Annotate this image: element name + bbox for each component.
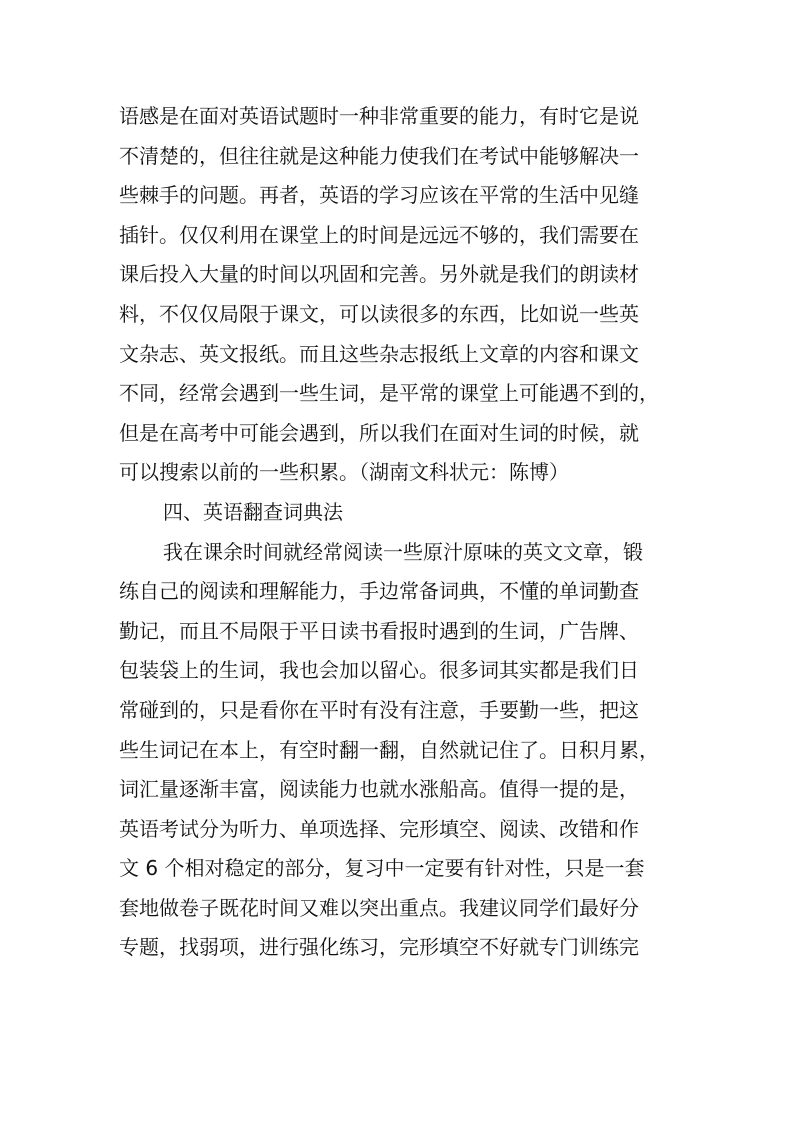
section-heading: 四、英语翻查词典法 bbox=[163, 499, 343, 524]
text-line: 不同，经常会遇到一些生词，是平常的课堂上可能遇不到的， bbox=[119, 381, 659, 406]
text-line: 语感是在面对英语试题时一种非常重要的能力，有时它是说 bbox=[119, 104, 639, 128]
text-line: 些生词记在本上，有空时翻一翻，自然就记住了。日积月累， bbox=[119, 737, 659, 762]
text-line: 文杂志、英文报纸。而且这些杂志报纸上文章的内容和课文 bbox=[119, 341, 639, 366]
text-line: 词汇量逐渐丰富，阅读能力也就水涨船高。值得一提的是， bbox=[119, 777, 639, 802]
text-line: 英语考试分为听力、单项选择、完形填空、阅读、改错和作 bbox=[119, 816, 639, 841]
text-line: 常碰到的，只是看你在平时有没有注意，手要勤一些，把这 bbox=[119, 697, 639, 722]
text-line: 文 6 个相对稳定的部分，复习中一定要有针对性，只是一套 bbox=[119, 856, 645, 881]
body-text bbox=[119, 97, 679, 968]
text-line: 勤记，而且不局限于平日读书看报时遇到的生词，广告牌、 bbox=[119, 618, 639, 643]
text-line: 包装袋上的生词，我也会加以留心。很多词其实都是我们日 bbox=[119, 658, 639, 683]
text-line: 料，不仅仅局限于课文，可以读很多的东西，比如说一些英 bbox=[119, 301, 639, 326]
paragraph-first-line: 我在课余时间就经常阅读一些原汁原味的英文文章，锻 bbox=[163, 539, 643, 564]
text-line: 课后投入大量的时间以巩固和完善。另外就是我们的朗读材 bbox=[119, 262, 639, 287]
text-line: 套地做卷子既花时间又难以突出重点。我建议同学们最好分 bbox=[119, 895, 639, 920]
text-line: 练自己的阅读和理解能力，手边常备词典，不懂的单词勤查 bbox=[119, 579, 639, 604]
text-line: 专题，找弱项，进行强化练习，完形填空不好就专门训练完 bbox=[119, 935, 639, 960]
text-line: 不清楚的，但往往就是这种能力使我们在考试中能够解决一 bbox=[119, 143, 639, 168]
text-line: 可以搜索以前的一些积累。（湖南文科状元：陈博） bbox=[119, 460, 569, 485]
text-line: 些棘手的问题。再者，英语的学习应该在平常的生活中见缝 bbox=[119, 183, 639, 208]
text-line: 插针。仅仅利用在课堂上的时间是远远不够的，我们需要在 bbox=[119, 222, 639, 247]
text-line: 但是在高考中可能会遇到，所以我们在面对生词的时候，就 bbox=[119, 420, 639, 445]
